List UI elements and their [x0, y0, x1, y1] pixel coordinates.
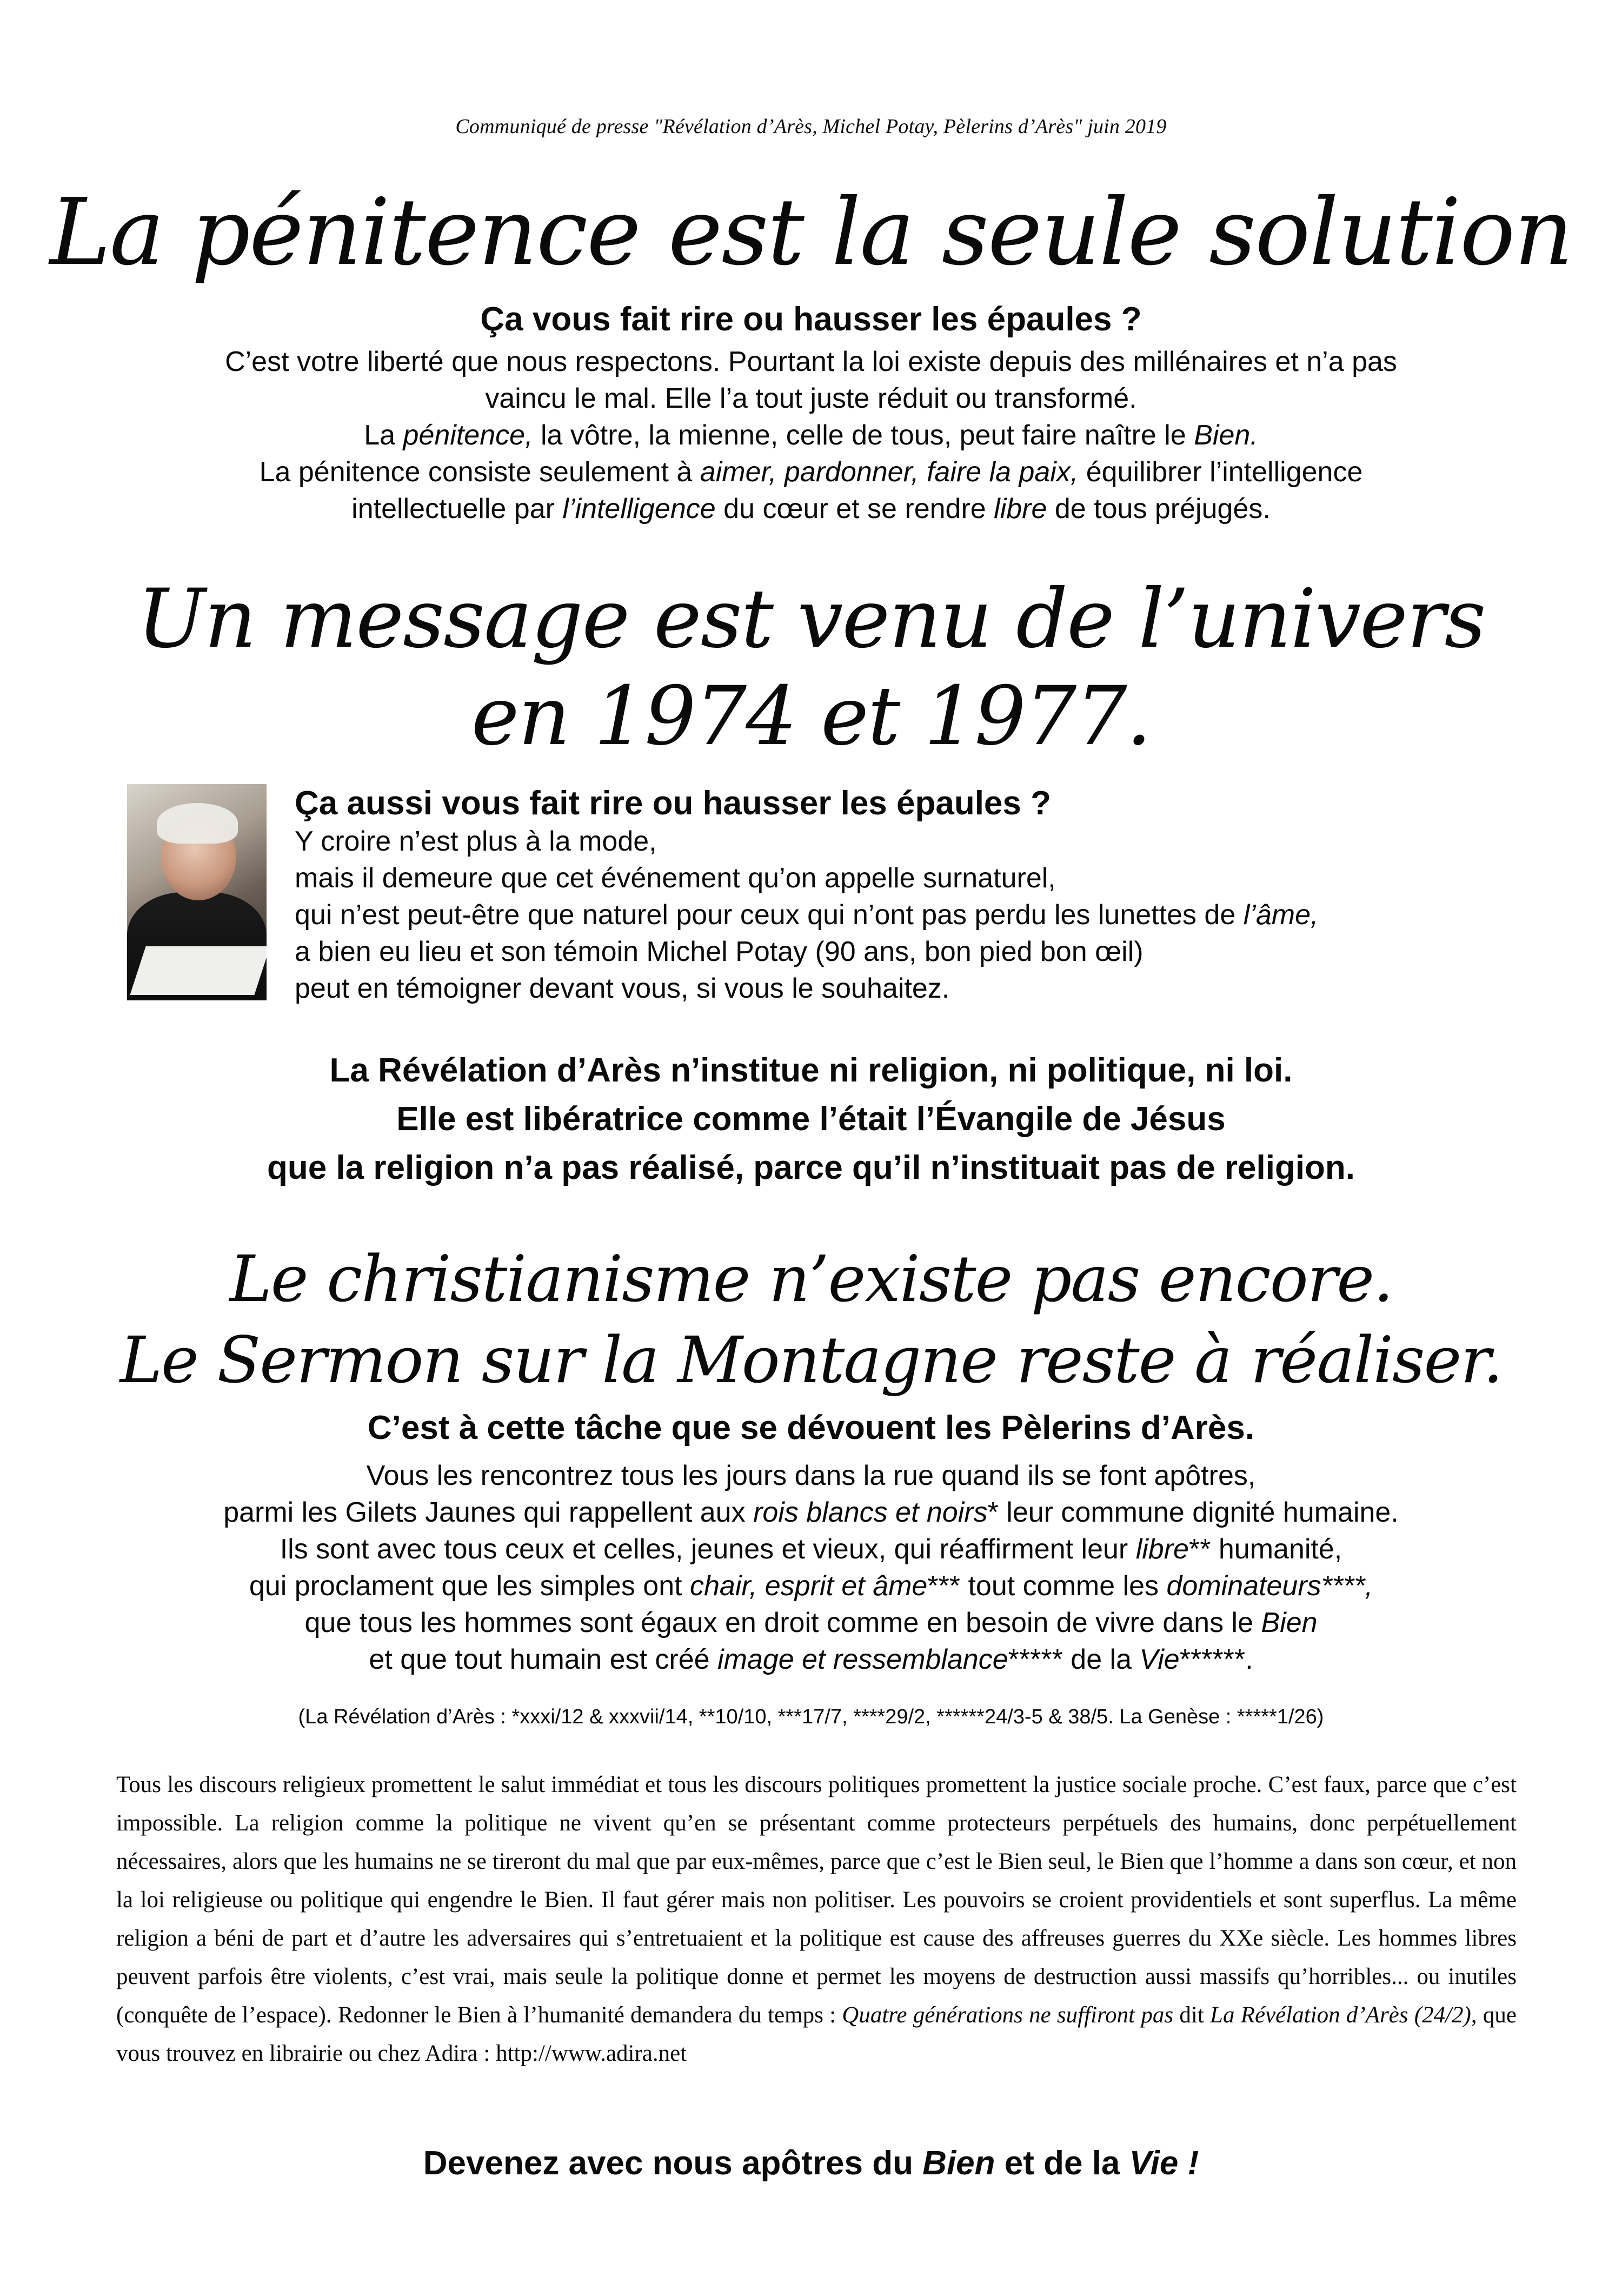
declaration-line: Elle est libératrice comme l’était l’Évangile de Jésus [396, 1100, 1226, 1138]
section2-body [295, 823, 1484, 1007]
section3-heading: C’est à cette tâche que se dévouent les Pèlerins d’Arès. [367, 1409, 1255, 1446]
christianity-title-line: Le christianisme n’existe pas encore. [229, 1242, 1393, 1316]
section3-body [0, 1457, 1622, 1678]
message-title-line: Un message est venu de l’univers [137, 572, 1485, 666]
christianity-title-line: Le Sermon sur la Montagne reste à réaliser. [119, 1323, 1503, 1397]
witness-photo [127, 784, 267, 1000]
section3-line: que tous les hommes sont égaux en droit comme en besoin de vivre dans le Bien [304, 1607, 1318, 1638]
section1-line: La pénitence consiste seulement à aimer, pardonner, faire la paix, équilibrer l’intelligence [259, 456, 1363, 488]
section2-line: mais il demeure que cet événement qu’on appelle surnaturel, [295, 862, 1056, 894]
section2-line: peut en témoigner devant vous, si vous le souhaitez. [295, 973, 950, 1004]
section2-heading: Ça aussi vous fait rire ou hausser les épaules ? [295, 785, 1051, 822]
section1-line: La pénitence, la vôtre, la mienne, celle de tous, peut faire naître le Bien. [364, 420, 1258, 451]
section1-heading: Ça vous fait rire ou hausser les épaules ? [480, 301, 1142, 338]
section1-line: C’est votre liberté que nous respectons. Pourtant la loi existe depuis des millénaires et n’a pas [225, 346, 1397, 377]
message-title [0, 570, 1622, 765]
header-note: Communiqué de presse "Révélation d’Arès, Michel Potay, Pèlerins d’Arès" juin 2019 [455, 115, 1167, 138]
body-paragraph: Tous les discours religieux promettent le salut immédiat et tous les discours politiques promettent la justice sociale proche. C’est faux, parce que c’est impossible. La religion comme la politique ne vivent qu’en se présentant comme protecteurs perpétuels des humains, donc perpétuellement nécessaires, alors que les humains ne se tireront du mal que par eux-mêmes, parce que c’est le Bien seul, le Bien que l’homme a dans son cœur, et non la loi religieuse ou politique qui engendre le Bien. Il faut gérer mais non politiser. Les pouvoirs se croient providentiels et sont superflus. La même religion a béni de part et d’autre les adversaires qui s’entretuaient et la politique est cause des affreuses guerres du XXe siècle. Les hommes libres peuvent parfois être violents, c’est vrai, mais seule la politique donne et permet les moyens de destruction aussi massifs qu’horribles... ou inutiles (conquête de l’espace). Redonner le Bien à l’humanité demandera du temps : Quatre générations ne suffiront pas dit La Révélation d’Arès (24/2), que vous trouvez en librairie ou chez Adira : http://www.adira.net [116, 1772, 1517, 2066]
witness-section [127, 784, 1479, 1017]
main-title: La pénitence est la seule solution [49, 179, 1573, 286]
message-title-line: en 1974 et 1977. [471, 669, 1151, 764]
section3-line: et que tout humain est créé image et ressemblance***** de la Vie******. [369, 1644, 1253, 1675]
section3-line: Vous les rencontrez tous les jours dans la rue quand ils se font apôtres, [366, 1460, 1256, 1491]
section1-line: intellectuelle par l’intelligence du cœur et se rendre libre de tous préjugés. [351, 493, 1271, 525]
closing-call: Devenez avec nous apôtres du Bien et de la Vie ! [423, 2145, 1199, 2182]
section3-line: qui proclament que les simples ont chair, esprit et âme*** tout comme les dominateurs****, [249, 1570, 1373, 1602]
references: (La Révélation d’Arès : *xxxi/12 & xxxvii/14, **10/10, ***17/7, ****29/2, ******24/3-5 & 38/5. La Genèse : *****1/26) [298, 1706, 1324, 1728]
christianity-title [0, 1238, 1622, 1401]
section2-line: a bien eu lieu et son témoin Michel Potay (90 ans, bon pied bon œil) [295, 936, 1144, 967]
section1-line: vaincu le mal. Elle l’a tout juste réduit ou transformé. [485, 383, 1137, 414]
section3-line: Ils sont avec tous ceux et celles, jeunes et vieux, qui réaffirment leur libre** humanité, [280, 1534, 1342, 1565]
declaration [0, 1046, 1622, 1192]
witness-text [295, 784, 1484, 1007]
section2-line: qui n’est peut-être que naturel pour ceux qui n’ont pas perdu les lunettes de l’âme, [295, 899, 1319, 931]
declaration-line: La Révélation d’Arès n’institue ni religion, ni politique, ni loi. [329, 1052, 1293, 1089]
section3-line: parmi les Gilets Jaunes qui rappellent aux rois blancs et noirs* leur commune dignité humaine. [223, 1497, 1399, 1528]
section1-body [0, 343, 1622, 527]
declaration-line: que la religion n’a pas réalisé, parce qu’il n’instituait pas de religion. [267, 1149, 1355, 1186]
section2-line: Y croire n’est plus à la mode, [295, 826, 657, 857]
